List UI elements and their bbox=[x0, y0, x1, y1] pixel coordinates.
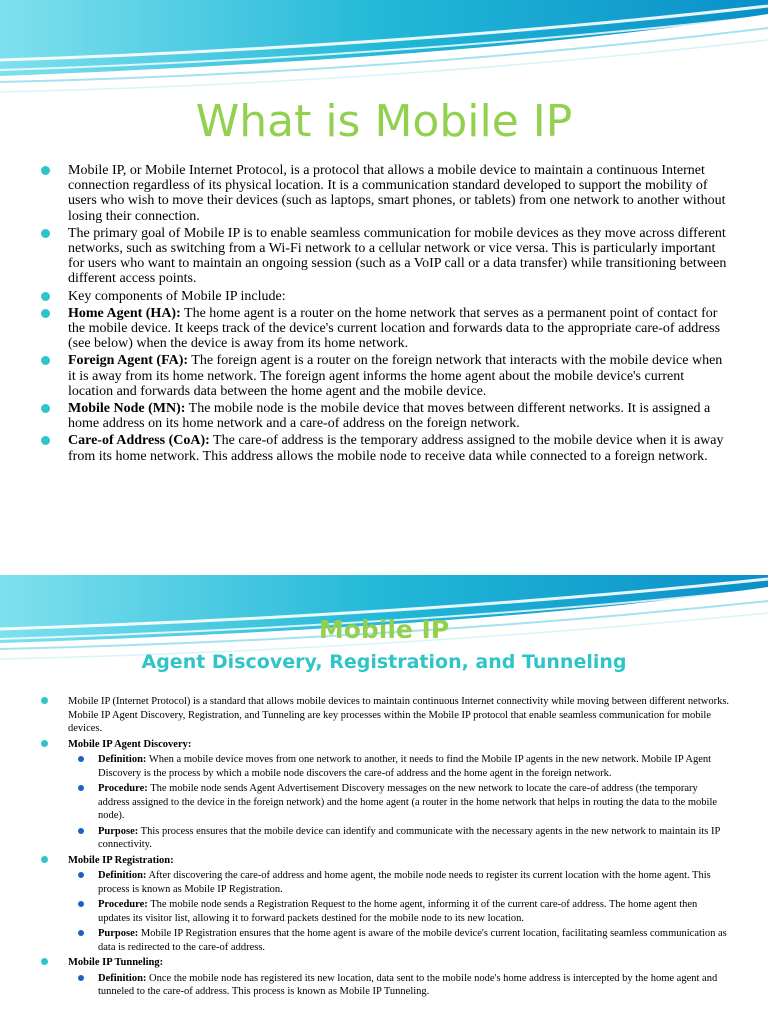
sub-list-item: Procedure: The mobile node sends Agent Advertisement Discovery messages on the new network to locate the care-of address (the temporary address assigned to the device in the foreign network) and the home agent (a router in the home network that helps in routing the data to the mobile node). bbox=[68, 782, 730, 823]
section-item: Mobile IP Registration: Definition: After discovering the care-of address and home agent, the mobile node needs to register its current location with the home agent. This process is known as Mobile IP Registration. Procedure: The mobile node sends a Registration Request to the home agent, informing it of the current care-of address. The home agent then updates its visitor list, allowing it to forward packets destined for the mobile node to its new location. Purpose: Mobile IP Registration ensures that the home agent is aware of the mobile device's current location, facilitating seamless communication as data is redirected to the care-of address. bbox=[40, 854, 730, 955]
list-item: The primary goal of Mobile IP is to enable seamless communication for mobile devices as they move across different networks, such as switching from a Wi-Fi network to a cellular network or vice versa. This is particularly important for users who want to maintain an ongoing session (such as a VoIP call or a data transfer) while transitioning between different access points. bbox=[40, 226, 730, 287]
bullet-icon bbox=[41, 436, 50, 445]
slide-divider bbox=[0, 560, 768, 575]
list-item: Foreign Agent (FA): The foreign agent is a router on the foreign network that interacts with the mobile device when it is away from its home network. The foreign agent informs the home agent about the mobile device's current location and forwards data between the home agent and the mobile device. bbox=[40, 353, 730, 399]
sub-bullet-icon bbox=[78, 901, 84, 907]
slide-title: Mobile IP bbox=[318, 615, 450, 644]
section-item: Mobile IP Agent Discovery: Definition: When a mobile device moves from one network to another, it needs to find the Mobile IP agents in the new network. Mobile IP Agent Discovery is the process by which a mobile node discovers the care-of address and the home agent in the foreign network. Procedure: The mobile node sends Agent Advertisement Discovery messages on the new network to locate the care-of address (the temporary address assigned to the device in the foreign network) and the home agent (a router in the home network that helps in routing the data to the mobile node). Purpose: This process ensures that the mobile device can identify and communicate with the necessary agents in the new network to maintain its IP connectivity. bbox=[40, 738, 730, 852]
bullet-icon bbox=[41, 958, 48, 965]
bullet-icon bbox=[41, 404, 50, 413]
slide-subtitle: Agent Discovery, Registration, and Tunneling bbox=[141, 651, 627, 673]
sub-bullet-icon bbox=[78, 828, 84, 834]
bullet-icon bbox=[41, 856, 48, 863]
sub-list-item: Purpose: Mobile IP Registration ensures that the home agent is aware of the mobile device's current location, facilitating seamless communication as data is redirected to the care-of address. bbox=[68, 927, 730, 954]
sub-list-item: Purpose: This process ensures that the mobile device can identify and communicate with the necessary agents in the new network to maintain its IP connectivity. bbox=[68, 825, 730, 852]
sub-bullet-icon bbox=[78, 756, 84, 762]
sub-bullet-icon bbox=[78, 872, 84, 878]
sub-bullet-icon bbox=[78, 975, 84, 981]
sub-bullet-icon bbox=[78, 930, 84, 936]
sub-list bbox=[68, 972, 730, 999]
sub-list-item: Procedure: The mobile node sends a Registration Request to the home agent, informing it of the current care-of address. The home agent then updates its visitor list, allowing it to forward packets destined for the mobile node to its new location. bbox=[68, 898, 730, 925]
slide-agent-discovery bbox=[0, 575, 768, 1024]
bullet-icon bbox=[41, 309, 50, 318]
bullet-list bbox=[40, 695, 730, 1001]
list-item: Mobile IP (Internet Protocol) is a standard that allows mobile devices to maintain continuous Internet connectivity while moving between different networks. Mobile IP Agent Discovery, Registration, and Tunneling are key processes within the Mobile IP protocol that enable seamless communication for mobile devices. bbox=[40, 695, 730, 736]
list-item: Care-of Address (CoA): The care-of address is the temporary address assigned to the mobile device when it is away from its home network. This address allows the mobile node to receive data while connected to a foreign network. bbox=[40, 433, 730, 463]
sub-list-item: Definition: Once the mobile node has registered its new location, data sent to the mobile node's home address is intercepted by the home agent and tunneled to the care-of address. This process is known as Mobile IP Tunneling. bbox=[68, 972, 730, 999]
sub-list-item: Definition: When a mobile device moves from one network to another, it needs to find the Mobile IP agents in the new network. Mobile IP Agent Discovery is the process by which a mobile node discovers the care-of address and the home agent in the foreign network. bbox=[68, 753, 730, 780]
bullet-icon bbox=[41, 697, 48, 704]
bullet-icon bbox=[41, 166, 50, 175]
wave-header-decoration bbox=[0, 0, 768, 100]
slide-title: What is Mobile IP bbox=[195, 96, 573, 147]
sub-bullet-icon bbox=[78, 785, 84, 791]
list-item: Key components of Mobile IP include: bbox=[40, 289, 730, 304]
list-item: Mobile IP, or Mobile Internet Protocol, is a protocol that allows a mobile device to maintain a continuous Internet connection regardless of its physical location. It is a communication standard developed to support the mobility of users who wish to move their devices (such as laptops, smart phones, or tablets) from one network to another without losing their connection. bbox=[40, 163, 730, 224]
sub-list bbox=[68, 753, 730, 852]
bullet-icon bbox=[41, 292, 50, 301]
bullet-icon bbox=[41, 740, 48, 747]
bullet-icon bbox=[41, 229, 50, 238]
list-item: Home Agent (HA): The home agent is a router on the home network that serves as a permanent point of contact for the mobile device. It keeps track of the device's current location and forwards data to the appropriate care-of address (see below) when the device is away from its home network. bbox=[40, 306, 730, 352]
sub-list bbox=[68, 869, 730, 954]
sub-list-item: Definition: After discovering the care-of address and home agent, the mobile node needs to register its current location with the home agent. This process is known as Mobile IP Registration. bbox=[68, 869, 730, 896]
bullet-icon bbox=[41, 356, 50, 365]
section-item: Mobile IP Tunneling: Definition: Once the mobile node has registered its new location, data sent to the mobile node's home address is intercepted by the home agent and tunneled to the care-of address. This process is known as Mobile IP Tunneling. bbox=[40, 956, 730, 999]
bullet-list bbox=[40, 163, 730, 466]
list-item: Mobile Node (MN): The mobile node is the mobile device that moves between different networks. It is assigned a home address on its home network and a care-of address on the foreign network. bbox=[40, 401, 730, 431]
